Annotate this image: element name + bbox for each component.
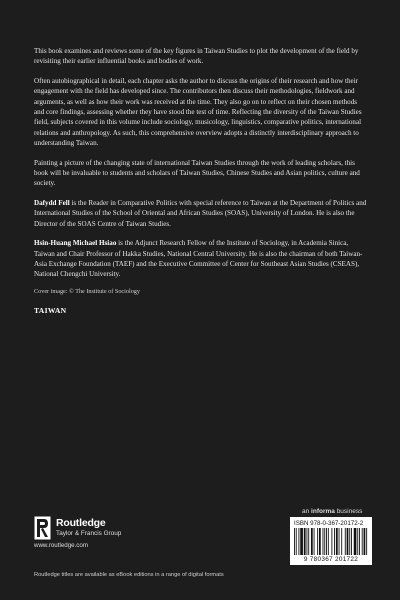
barcode-bar [323,528,324,555]
barcode-bar [296,528,297,555]
barcode-bar [354,528,357,555]
barcode-bar [351,528,352,555]
barcode-bar [345,528,346,555]
editor-bio-1 [34,198,368,229]
isbn-label: ISBN 978-0-367-20172-2 [294,520,364,527]
routledge-r-icon [34,516,51,540]
editor-name-1: Dafydd Fell [34,199,70,208]
barcode-bar [357,528,358,555]
barcode-bar [326,528,327,555]
barcode-bar [328,528,329,555]
blurb-text [34,46,368,325]
editor-bio-2 [34,238,368,279]
barcode-bar [334,528,335,555]
editor-bio-text-1: is the Reader in Comparative Politics with special reference to Taiwan at the Department of Politics and International Studies of the School of Oriental and African Studies (SOAS), University of London. He is also the Director of the SOAS Centre of Taiwan Studies. [34,199,367,228]
cover-image-credit: Cover image: © The Institute of Sociology [34,288,140,296]
isbn-barcode [290,517,372,565]
barcode-bar [347,528,349,555]
subject-category: TAIWAN [34,305,67,315]
barcode-number: 9 780367 201722 [303,555,359,563]
barcode-bar [349,528,350,555]
barcode-bar [341,528,342,555]
publisher-url: www.routledge.com [34,542,88,549]
barcode-bar [317,528,318,555]
barcode-bar [294,528,295,555]
publisher-group: Taylor & Francis Group [56,530,122,537]
barcode-bar [324,528,325,555]
barcode-bar [314,528,315,555]
informa-business-tag [302,508,362,515]
barcode-bar [336,528,338,555]
barcode-bar [364,528,366,555]
barcode-bar [366,528,367,555]
barcode-bar [306,528,307,555]
barcode-bar [339,528,340,555]
ebook-availability-note: Routledge titles are available as eBook editions in a range of digital formats [34,572,224,578]
editor-name-2: Hsin-Huang Michael Hsiao [34,239,117,248]
barcode-bar [300,528,303,555]
barcode-bar [298,528,299,555]
editor-bio-text-2: is the Adjunct Research Fellow of the Institute of Sociology, in Academia Sinica, Taiwan and Chair Professor of Hakka Studies, National Central University. He is also the chairman of both Taiwan-Asia Exchange Foundation (TAEF) and the Executive Committee of Center for Southeast Asian Studies (CSEAS), National Chengchi University. [34,239,363,279]
informa-suffix: business [334,508,363,515]
barcode-bar [304,528,306,555]
barcode-bar [311,528,313,555]
informa-prefix: an [302,508,312,515]
barcode-icon [294,528,368,555]
barcode-bar [319,528,321,555]
description-paragraph-1: This book examines and reviews some of the key figures in Taiwan Studies to plot the development of the field by revisiting their earlier influential books and bodies of work. [34,47,359,66]
barcode-bar [362,528,363,555]
informa-brand: informa [311,508,335,515]
description-paragraph-3: Painting a picture of the changing state of international Taiwan Studies through the work of leading scholars, this book will be invaluable to students and scholars of Taiwan Studies, Chinese Studies and Asian politics, culture and society. [34,158,360,188]
publisher-name: Routledge [56,517,106,529]
barcode-bar [308,528,309,555]
barcode-bar [331,528,332,555]
description-paragraph-2: Often autobiographical in detail, each chapter asks the author to discuss the origins of their research and how their engagement with the field has developed since. The contributors then discuss their methodologies, fieldwork and arguments, as well as how their work was received at the time. They also go on to reflect on their chosen methods and core findings, assessing whether they have stood the test of time. Reflecting the diversity of the Taiwan Studies field, subjects covered in this volume include sociology, musicology, linguistics, comparative politics, international relations and anthropology. As such, this comprehensive overview adopts a distinctly interdisciplinary approach to understanding Taiwan. [34,77,362,147]
barcode-bar [359,528,360,555]
